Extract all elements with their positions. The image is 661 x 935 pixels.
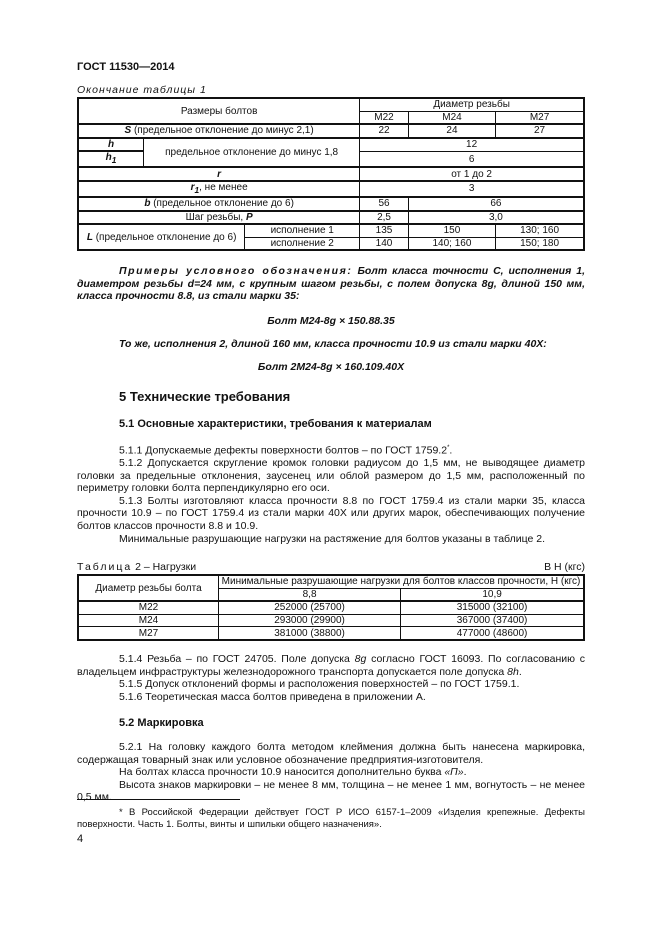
section-5-heading: 5 Технические требования xyxy=(119,389,291,404)
table-row: Шаг резьбы, P 2,5 3,0 xyxy=(78,211,584,225)
section-5-1-heading: 5.1 Основные характеристики, требования к материалам xyxy=(119,418,432,430)
diam-header: Диаметр резьбы xyxy=(360,98,584,111)
table-row: S (предельное отклонение до минус 2,1) 22 24 27 xyxy=(78,124,584,138)
table-row: b (предельное отклонение до 6) 56 66 xyxy=(78,197,584,211)
table-row: L (предельное отклонение до 6) исполнение 1 135 150 130; 160 xyxy=(78,224,584,237)
table-row: исполнение 2 140 140; 160 150; 180 xyxy=(78,237,584,250)
table-row: r от 1 до 2 xyxy=(78,167,584,181)
diam-m27: M27 xyxy=(496,111,584,124)
diam-m22: M22 xyxy=(360,111,409,124)
document-header: ГОСТ 11530—2014 xyxy=(77,61,175,73)
designation-example: Примеры условного обозначения: Болт класса точности С, исполнения 1, диаметром резьбы d=24 мм, с крупным шагом резьбы, с полем допуска 8g, длиной 150 мм, класса прочности 8.8, из стали марки 35: xyxy=(77,265,585,303)
table-row: М22 252000 (25700) 315000 (32100) xyxy=(78,601,584,614)
designation-formula-1: Болт М24-8g × 150.88.35 xyxy=(267,315,395,327)
section-5-2-body: 5.2.1 На головку каждого болта методом клеймения должна быть нанесена маркировка, содержащая товарный знак или условное обозначение предприятия-изготовителя. На болтах класса прочности 10.9 наносится дополнительно буква «П». Высота знаков маркировки – не менее 8 мм, толщина – не менее 1 мм, вогнутость – не менее 0,5 мм. xyxy=(77,741,585,804)
table2-loads: Диаметр резьбы болта Минимальные разрушающие нагрузки для болтов классов прочности, Н (кгс) 8,8 10,9 М22 252000 (25700) 315000 (32100) М24 293000 (29900) 367000 (37400) М27 381000 (38800) 477000 (48600) xyxy=(77,574,585,641)
footnote-divider xyxy=(77,799,240,800)
table-row: М24 293000 (29900) 367000 (37400) xyxy=(78,614,584,627)
table-row: М27 381000 (38800) 477000 (48600) xyxy=(78,627,584,640)
table1-caption: Окончание таблицы 1 xyxy=(77,84,207,96)
designation-formula-2: Болт 2М24-8g × 160.109.40Х xyxy=(257,361,405,373)
table-row: h предельное отклонение до минус 1,8 12 xyxy=(78,138,584,152)
page-number: 4 xyxy=(77,833,84,845)
table1-bolt-dimensions xyxy=(77,97,585,251)
table2-caption: Таблица 2 – Нагрузки В Н (кгс) xyxy=(77,561,585,573)
footnote: * В Российской Федерации действует ГОСТ Р ИСО 6157-1–2009 «Изделия крепежные. Дефекты поверхности. Часть 1. Болты, винты и шпильки общего назначения». xyxy=(77,807,585,830)
table-row: $r_1$, не менее 3 xyxy=(78,181,584,197)
designation-example-2: То же, исполнения 2, длиной 160 мм, класса прочности 10.9 из стали марки 40Х: xyxy=(119,338,547,350)
table-row: $h_1$ 6 xyxy=(78,151,584,167)
section-5-2-heading: 5.2 Маркировка xyxy=(119,717,204,729)
diam-m24: M24 xyxy=(408,111,495,124)
col-header: Размеры болтов xyxy=(78,98,360,124)
section-5-1-continued: 5.1.4 Резьба – по ГОСТ 24705. Поле допуска 8g согласно ГОСТ 16093. По согласованию с владельцем инфраструктуры железнодорожного транспорта допускается поле допуска 8h. 5.1.5 Допуск отклонений формы и расположения поверхностей – по ГОСТ 1759.1. 5.1.6 Теоретическая масса болтов приведена в приложении А. xyxy=(77,653,585,703)
section-5-1-body: 5.1.1 Допускаемые дефекты поверхности болтов – по ГОСТ 1759.2*. 5.1.2 Допускается скругление кромок головки радиусом до 1,5 мм, не выводящее диаметр головки за предельные отклонения, заусенец или облой размером до 1,5 мм, расположенный по периметру головки болта перпендикулярно его оси. 5.1.3 Болты изготовляют класса прочности 8.8 по ГОСТ 1759.4 из стали марки 35, класса прочности 10.9 – по ГОСТ 1759.4 из стали марки 40Х или других марок, обеспечивающих получение болтов классов прочности 8.8 и 10.9. Минимальные разрушающие нагрузки на растяжение для болтов указаны в таблице 2. xyxy=(77,444,585,545)
